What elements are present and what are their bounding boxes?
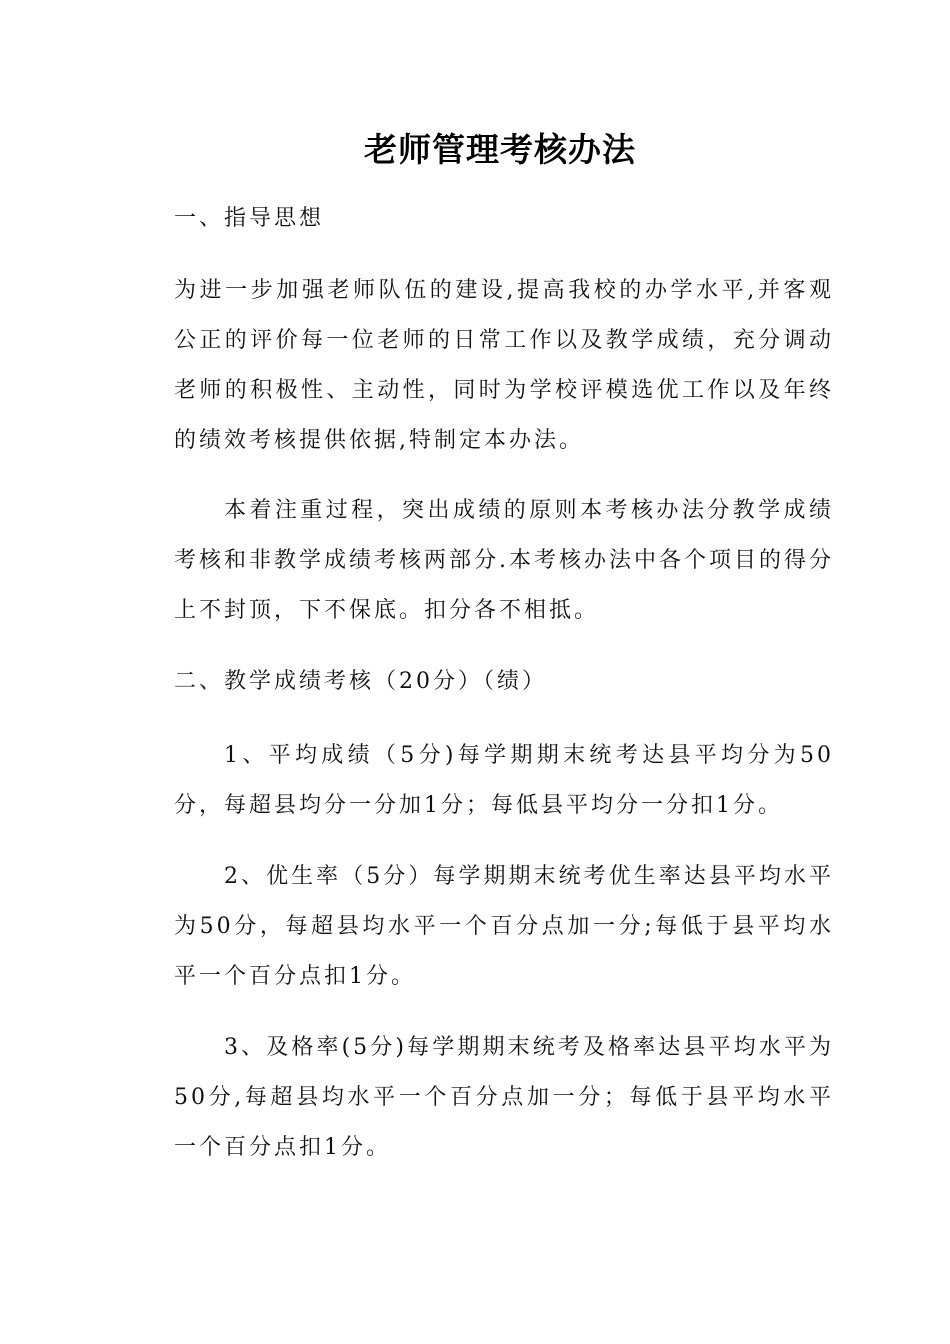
paragraph-item-average-score: 1、平均成绩（5分)每学期期末统考达县平均分为50分，每超县均分一分加1分；每低县平均分一分扣1分。 — [174, 743, 834, 818]
section-heading-teaching-performance: 二、教学成绩考核（20分）（绩） — [174, 669, 547, 694]
paragraph-intro: 为进一步加强老师队伍的建设,提高我校的办学水平,并客观公正的评价每一位老师的日常工作以及教学成绩，充分调动老师的积极性、主动性，同时为学校评模选优工作以及年终的绩效考核提供依据,特制定本办法。 — [174, 278, 834, 453]
paragraph-principle: 本着注重过程，突出成绩的原则本考核办法分教学成绩考核和非教学成绩考核两部分.本考核办法中各个项目的得分上不封顶，下不保底。扣分各不相抵。 — [174, 498, 834, 623]
section-heading-guiding-ideology: 一、指导思想 — [174, 206, 325, 231]
paragraph-item-pass-rate: 3、及格率(5分)每学期期末统考及格率达县平均水平为50分,每超县均水平一个百分点加一分；每低于县平均水平一个百分点扣1分。 — [174, 1035, 834, 1160]
paragraph-item-excellent-rate: 2、优生率（5分）每学期期末统考优生率达县平均水平为50分，每超县均水平一个百分点加一分;每低于县平均水平一个百分点扣1分。 — [174, 864, 834, 989]
document-title: 老师管理考核办法 — [364, 130, 636, 169]
